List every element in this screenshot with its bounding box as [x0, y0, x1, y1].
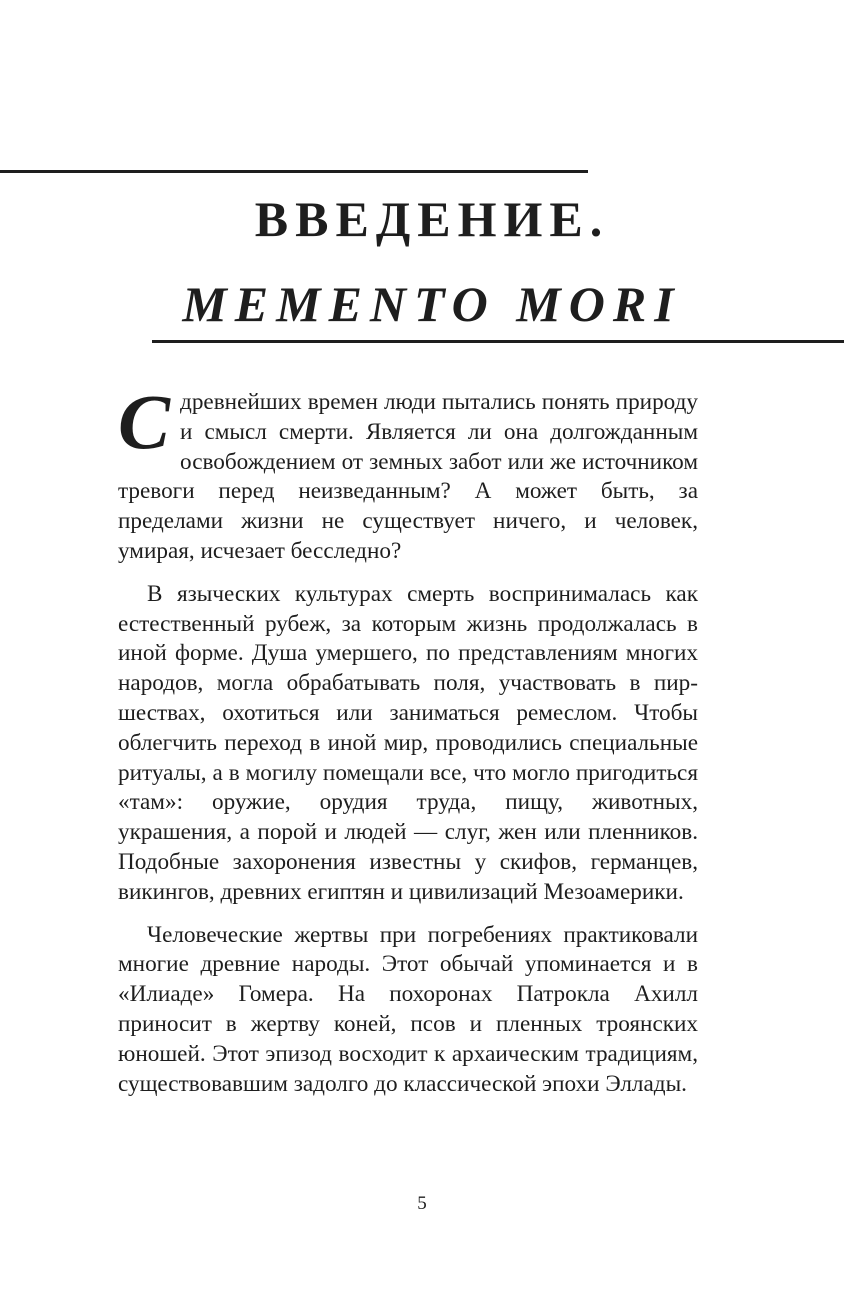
- paragraph-1-text: древнейших времен люди пытались понять природу и смысл смерти. Является ли она долгожданным освобождением от земных забот или же источником тревоги перед неизведанным? А может быть, за пределами жизни не существует ничего, и человек, умирая, исчезает бесследно?: [118, 389, 698, 564]
- paragraph-2: В языческих культурах смерть воспринималась как естественный рубеж, за которым жизнь продолжалась в иной форме. Душа умершего, по представлениям многих народов, могла обрабатывать поля, участвовать в пиршествах, охотиться или заниматься ремеслом. Чтобы облегчить переход в иной мир, проводились специальные ритуалы, а в могилу помещали все, что могло пригодиться «там»: оружие, орудия труда, пищу, животных, украшения, а порой и людей — слуг, жен или пленников. Подобные захоронения известны у скифов, германцев, викингов, древних египтян и цивилизаций Мезоамерики.: [118, 580, 698, 905]
- chapter-title-line-1: ВВЕДЕНИЕ.: [254, 191, 610, 247]
- drop-cap: С: [118, 378, 171, 465]
- chapter-title-line-2: MEMENTO MORI: [182, 276, 682, 332]
- paragraph-1: [118, 378, 698, 567]
- page-number: 5: [417, 1193, 427, 1214]
- chapter-body: [118, 378, 698, 1112]
- top-rule: [0, 170, 588, 173]
- bottom-rule: [152, 340, 844, 343]
- paragraph-3: Человеческие жертвы при погребениях практиковали многие древние народы. Этот обычай упоминается и в «Илиаде» Гомера. На похоронах Патрокла Ахилл приносит в жертву коней, псов и пленных троянских юношей. Этот эпизод восходит к архаическим традициям, существовавшим задолго до классической эпохи Эллады.: [118, 921, 698, 1097]
